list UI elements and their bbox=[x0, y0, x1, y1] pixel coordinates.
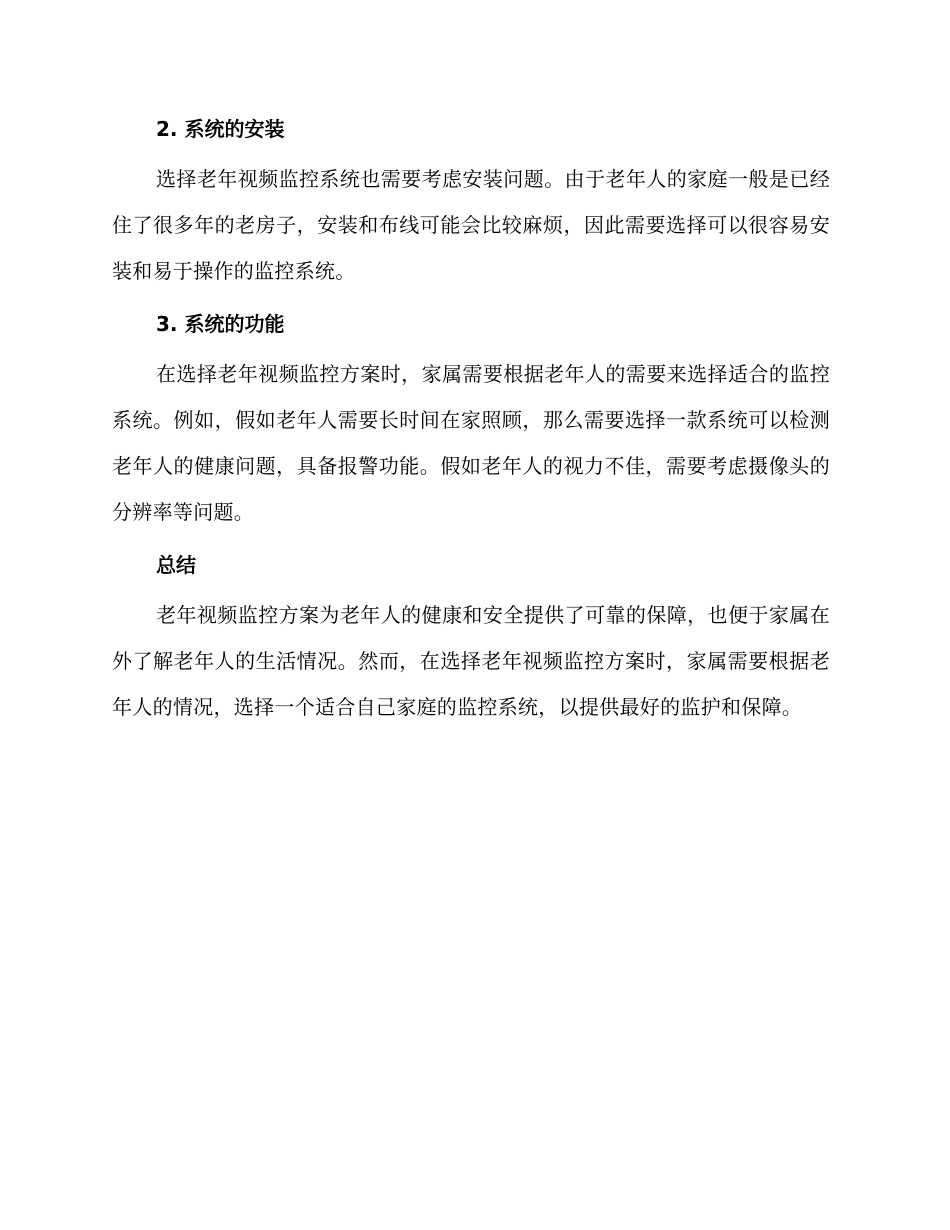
section-paragraph-functions: 在选择老年视频监控方案时，家属需要根据老年人的需要来选择适合的监控系统。例如，假如老年人需要长时间在家照顾，那么需要选择一款系统可以检测老年人的健康问题，具备报警功能。假如老年人的视力不佳，需要考虑摄像头的分辨率等问题。 bbox=[112, 362, 830, 524]
document-body bbox=[112, 111, 830, 742]
section-heading-installation: 2. 系统的安装 bbox=[156, 117, 285, 141]
section-heading-summary: 总结 bbox=[156, 553, 196, 577]
section-paragraph-installation: 选择老年视频监控系统也需要考虑安装问题。由于老年人的家庭一般是已经住了很多年的老房子，安装和布线可能会比较麻烦，因此需要选择可以很容易安装和易于操作的监控系统。 bbox=[112, 167, 830, 283]
section-paragraph-summary: 老年视频监控方案为老年人的健康和安全提供了可靠的保障，也便于家属在外了解老年人的生活情况。然而，在选择老年视频监控方案时，家属需要根据老年人的情况，选择一个适合自己家庭的监控系统，以提供最好的监护和保障。 bbox=[112, 603, 830, 719]
section-heading-functions: 3. 系统的功能 bbox=[156, 312, 285, 336]
